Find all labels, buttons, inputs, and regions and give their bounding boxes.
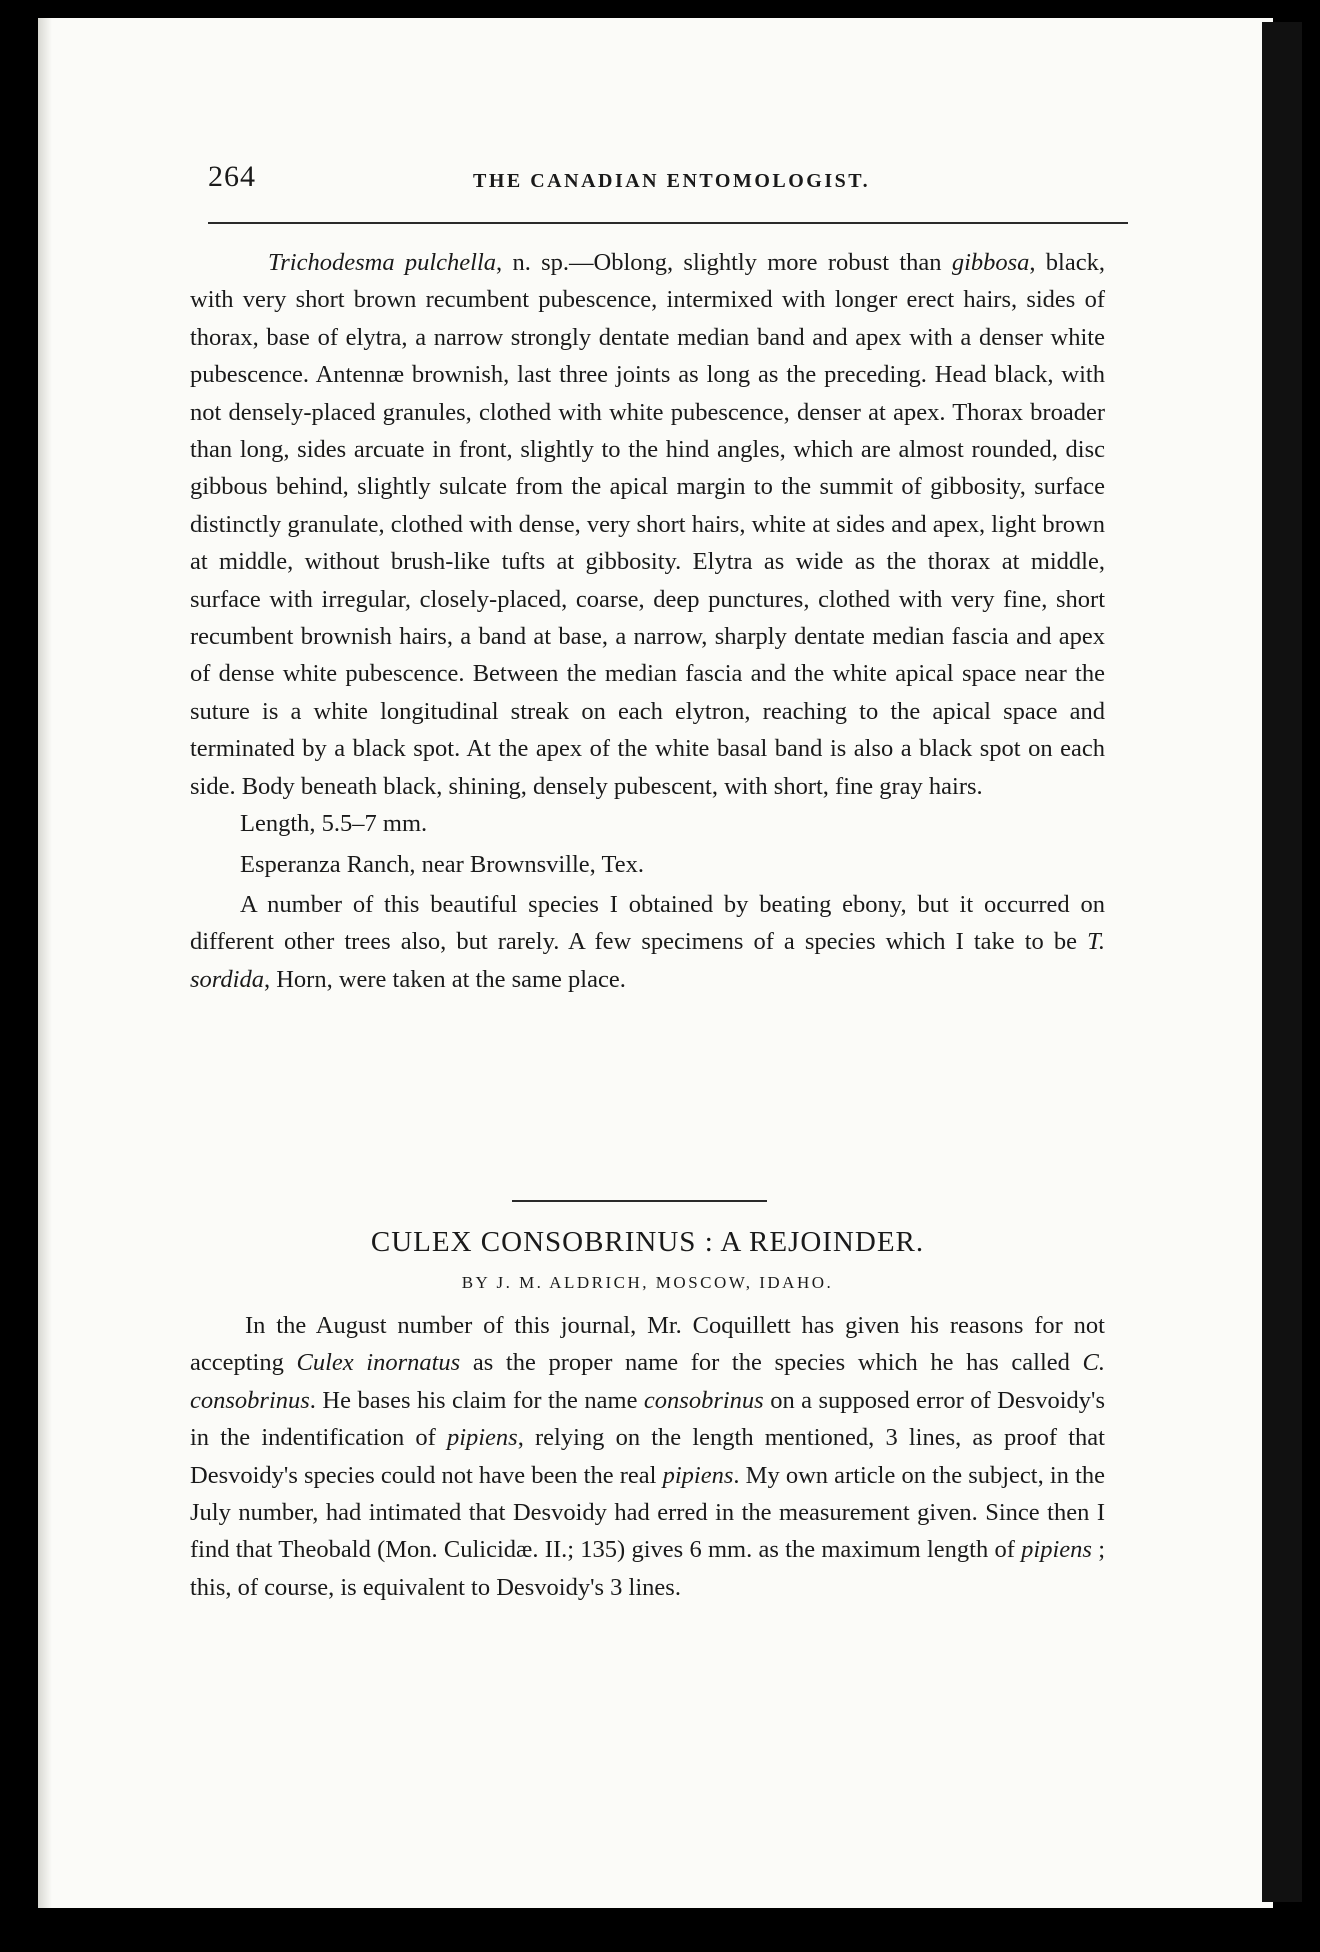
italic-name: pipiens	[446, 1424, 518, 1452]
locality-line: Esperanza Ranch, near Brownsville, Tex.	[240, 850, 644, 878]
running-title: THE CANADIAN ENTOMOLOGIST.	[473, 170, 871, 192]
page-header	[208, 160, 1128, 200]
species-name: Trichodesma pulchella	[268, 249, 497, 276]
compare-species: gibbosa	[951, 249, 1030, 276]
rejoinder-paragraph: In the August number of this journal, Mr. Coquillett has given his reasons for not accepting Culex inornatus as the proper name for the species which he has called C. consobrinus. He bases his claim for the name consobrinus on a supposed error of Desvoidy's in the indentification of pipiens, relying on the length mentioned, 3 lines, as proof that Desvoidy's species could not have been the real pipiens. My own article on the subject, in the July number, had intimated that Desvoidy had erred in the measurement given. Since then I find that Theobald (Mon. Culicidæ. II.; 135) gives 6 mm. as the maximum length of pipiens ; this, of course, is equivalent to Desvoidy's 3 lines.	[190, 1312, 1105, 1601]
description-paragraph: Trichodesma pulchella, n. sp.—Oblong, slightly more robust than gibbosa, black, with very short brown recumbent pubescence, intermixed with longer erect hairs, sides of thorax, base of elytra, a narrow strongly dentate median band and apex with a denser white pubescence. Antennæ brownish, last three joints as long as the preceding. Head black, with not densely-placed granules, clothed with white pubescence, denser at apex. Thorax broader than long, sides arcuate in front, slightly to the hind angles, which are almost rounded, disc gibbous behind, slightly sulcate from the apical margin to the summit of gibbosity, surface distinctly granulate, clothed with dense, very short hairs, white at sides and apex, light brown at middle, without brush-like tufts at gibbosity. Elytra as wide as the thorax at middle, surface with irregular, closely-placed, coarse, deep punctures, clothed with very fine, short recumbent brownish hairs, a band at base, a narrow, sharply dentate median fascia and apex of dense white pubescence. Between the median fascia and the white apical space near the suture is a white longitudinal streak on each elytron, reaching to the apical space and terminated by a black spot. At the apex of the white basal band is also a black spot on each side. Body beneath black, shining, densely pubescent, with short, fine gray hairs.	[190, 249, 1105, 800]
section-divider	[512, 1200, 767, 1202]
italic-name: pipiens	[1021, 1536, 1092, 1564]
species-description	[190, 244, 1105, 998]
italic-name: consobrinus	[643, 1386, 764, 1414]
note-species: T. sordida	[190, 928, 1105, 993]
italic-name: Culex inornatus	[296, 1349, 461, 1377]
page-number: 264	[208, 160, 256, 193]
page-right-edge	[1262, 22, 1302, 1902]
italic-name: C. consobrinus	[190, 1349, 1105, 1414]
byline: BY J. M. ALDRICH, MOSCOW, IDAHO.	[461, 1273, 834, 1292]
italic-name: pipiens	[662, 1461, 734, 1489]
article-title: CULEX CONSOBRINUS : A REJOINDER.	[370, 1226, 925, 1258]
note-paragraph: A number of this beautiful species I obtained by beating ebony, but it occurred on different other trees also, but rarely. A few specimens of a species which I take to be T. sordida, Horn, were taken at the same place.	[190, 890, 1105, 993]
length-line: Length, 5.5–7 mm.	[240, 810, 428, 838]
header-rule	[208, 222, 1128, 224]
page-left-edge	[38, 18, 52, 1908]
